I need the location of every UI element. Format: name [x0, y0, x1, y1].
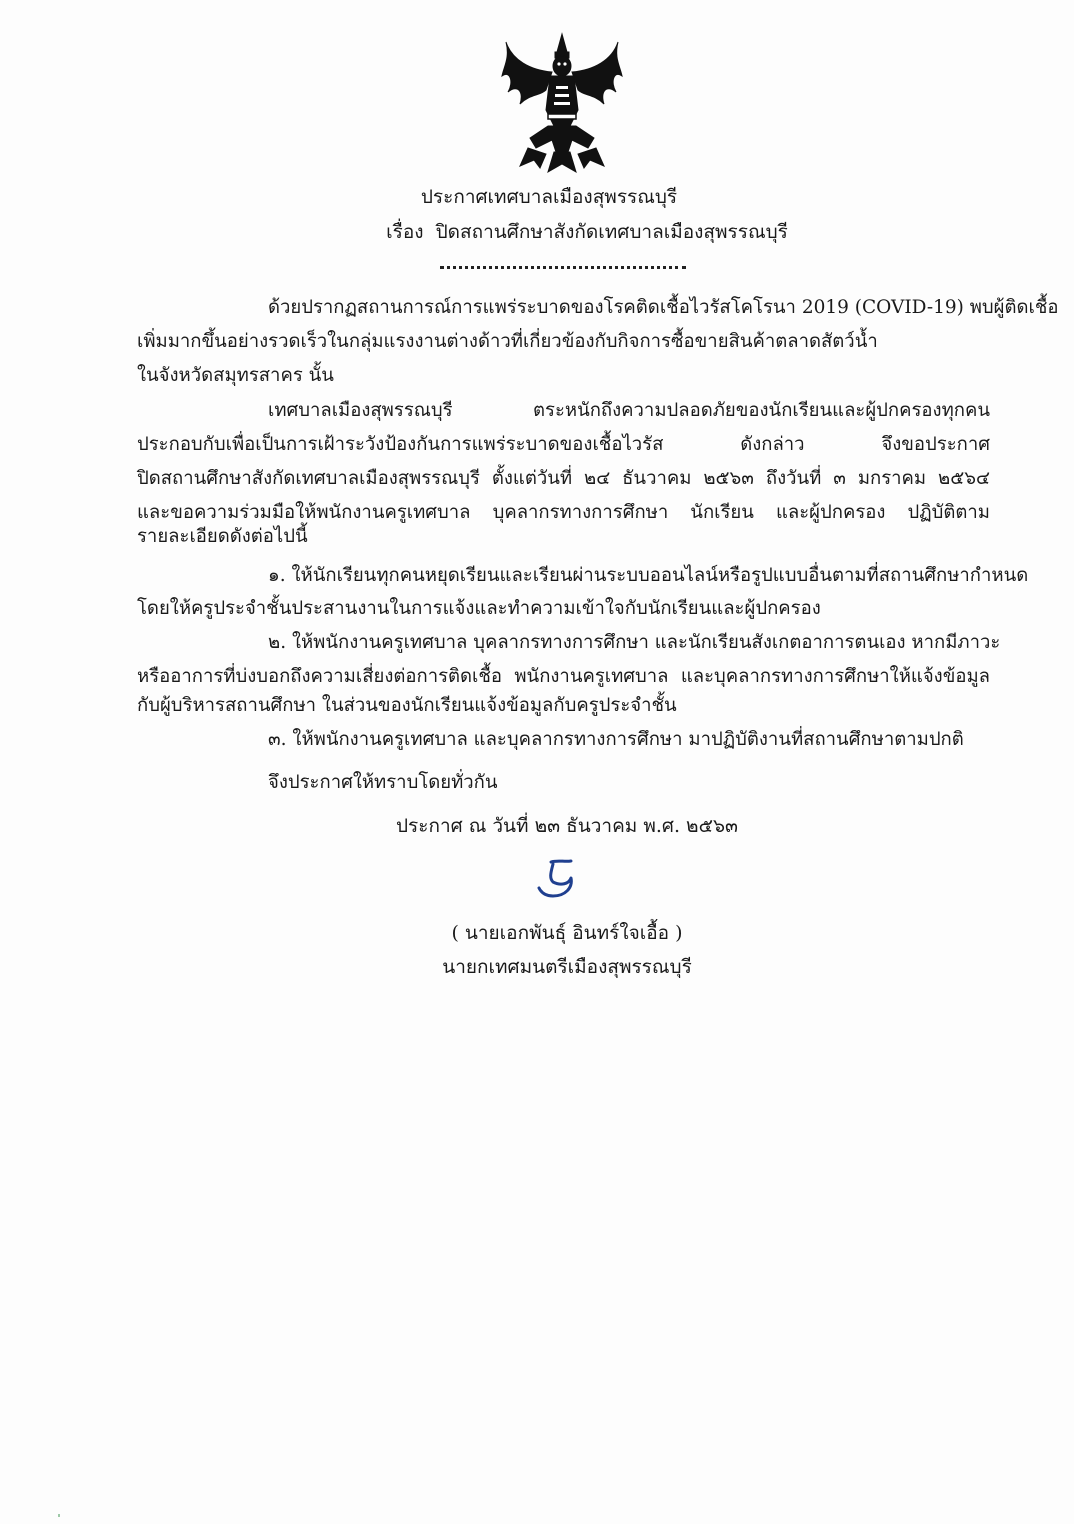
signatory-name: ( นายเอกพันธุ์ อินทร์ใจเอื้อ )	[451, 922, 683, 944]
signature-mark	[535, 858, 581, 900]
item2-line-3: กับผู้บริหารสถานศึกษา ในส่วนของนักเรียนแจ้งข้อมูลกับครูประจำชั้น	[137, 695, 677, 716]
announcement-title: ประกาศเทศบาลเมืองสุพรรณบุรี	[420, 186, 678, 208]
scan-speck	[58, 1514, 60, 1517]
signatory-title: นายกเทศมนตรีเมืองสุพรรณบุรี	[442, 956, 692, 978]
dotted-separator	[440, 258, 686, 269]
para1-line-3: ในจังหวัดสมุทรสาคร นั้น	[137, 365, 334, 386]
item3-line: ๓. ให้พนักงานครูเทศบาล และบุคลากรทางการศึกษา มาปฏิบัติงานที่สถานศึกษาตามปกติ	[268, 729, 964, 750]
para2-line-5: รายละเอียดดังต่อไปนี้	[137, 526, 308, 547]
garuda-emblem	[500, 30, 625, 180]
para1-line-2: เพิ่มมากขึ้นอย่างรวดเร็วในกลุ่มแรงงานต่างด้าวที่เกี่ยวข้องกับกิจการซื้อขายสินค้าตลาดสัตว์น้ำ	[137, 331, 878, 352]
para2-line-4: และขอความร่วมมือให้พนักงานครูเทศบาล บุคลากรทางการศึกษา นักเรียน และผู้ปกครอง ปฏิบัติตาม	[137, 502, 990, 523]
item2-line-1: ๒. ให้พนักงานครูเทศบาล บุคลากรทางการศึกษา และนักเรียนสังเกตอาการตนเอง หากมีภาวะ	[268, 632, 1001, 653]
item1-line-2: โดยให้ครูประจำชั้นประสานงานในการแจ้งและทำความเข้าใจกับนักเรียนและผู้ปกครอง	[137, 598, 821, 619]
para1-line-1: ด้วยปรากฏสถานการณ์การแพร่ระบาดของโรคติดเชื้อไวรัสโคโรนา 2019 (COVID-19) พบผู้ติดเชื้อ	[268, 297, 1059, 318]
subject-prefix: เรื่อง	[386, 221, 424, 243]
subject-line	[50, 219, 1074, 245]
para2-line-1: เทศบาลเมืองสุพรรณบุรี ตระหนักถึงความปลอดภัยของนักเรียนและผู้ปกครองทุกคน	[268, 400, 990, 421]
para2-line-2: ประกอบกับเพื่อเป็นการเฝ้าระวังป้องกันการแพร่ระบาดของเชื้อไวรัส ดังกล่าว จึงขอประกาศ	[137, 434, 990, 455]
subject-text: ปิดสถานศึกษาสังกัดเทศบาลเมืองสุพรรณบุรี	[435, 221, 788, 243]
para2-line-3: ปิดสถานศึกษาสังกัดเทศบาลเมืองสุพรรณบุรี ตั้งแต่วันที่ ๒๔ ธันวาคม ๒๕๖๓ ถึงวันที่ ๓ มกราคม ๒๕๖๔	[137, 468, 990, 489]
item2-line-2: หรืออาการที่บ่งบอกถึงความเสี่ยงต่อการติดเชื้อ พนักงานครูเทศบาล และบุคลากรทางการศึกษาให้แจ้งข้อมูล	[137, 666, 990, 687]
item1-line-1: ๑. ให้นักเรียนทุกคนหยุดเรียนและเรียนผ่านระบบออนไลน์หรือรูปแบบอื่นตามที่สถานศึกษากำหนด	[268, 565, 1029, 586]
date-line: ประกาศ ณ วันที่ ๒๓ ธันวาคม พ.ศ. ๒๕๖๓	[395, 815, 739, 837]
closing-line: จึงประกาศให้ทราบโดยทั่วกัน	[268, 772, 498, 793]
